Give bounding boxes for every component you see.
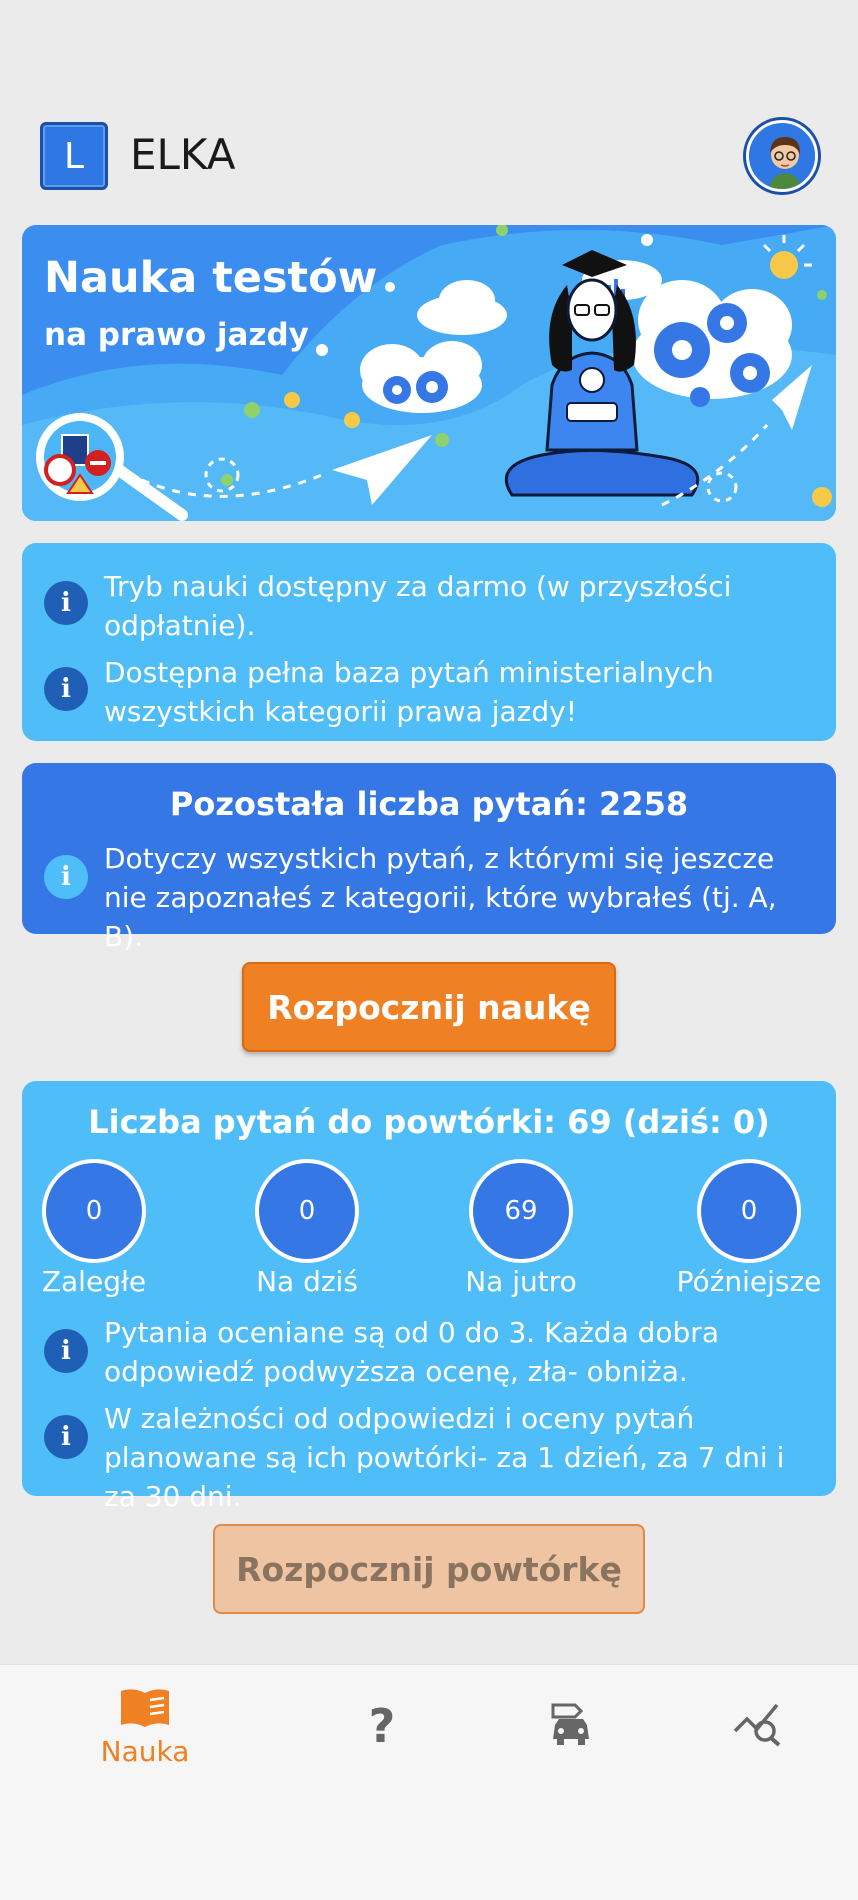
remaining-questions-card — [22, 763, 836, 953]
nav-item-questions[interactable] — [307, 1699, 457, 1809]
nav-item-learning[interactable] — [70, 1687, 220, 1797]
info-icon: i — [44, 1329, 88, 1373]
review-card — [22, 1081, 836, 1513]
review-count-title: Liczba pytań do powtórki: 69 (dziś: 0) — [88, 1103, 770, 1141]
later-label: Późniejsze — [676, 1265, 822, 1298]
today-count-circle: 0 — [255, 1159, 359, 1263]
car-icon — [549, 1701, 593, 1747]
hero-banner — [22, 225, 836, 521]
app-header — [0, 120, 858, 192]
bottom-navigation — [0, 1664, 858, 1900]
info-text: Tryb nauki dostępny za darmo (w przyszłości odpłatnie). — [104, 570, 732, 642]
remaining-questions-title: Pozostała liczba pytań: 2258 — [169, 785, 689, 823]
nav-label-learning: Nauka — [100, 1735, 190, 1768]
avatar-image — [749, 123, 818, 192]
start-learning-button[interactable]: Rozpocznij naukę — [242, 962, 616, 1052]
start-review-button[interactable]: Rozpocznij powtórkę — [213, 1524, 645, 1614]
info-text: W zależności od odpowiedzi i oceny pytań planowane są ich powtórki- za 1 dzień, za 7 dni i za 30 dni. — [104, 1402, 785, 1513]
info-icon: i — [44, 667, 88, 711]
overdue-count-circle: 0 — [42, 1159, 146, 1263]
banner-subtitle: na prawo jazdy — [44, 317, 309, 353]
info-text: Pytania oceniane są od 0 do 3. Każda dobra odpowiedź podwyższa ocenę, zła- obniża. — [104, 1316, 719, 1388]
question-icon: ? — [368, 1699, 396, 1753]
stats-search-icon — [733, 1701, 785, 1747]
avatar[interactable] — [746, 120, 818, 192]
info-card — [22, 543, 836, 741]
info-text: Dostępna pełna baza pytań ministerialnych wszystkich kategorii prawa jazdy! — [104, 656, 714, 728]
tomorrow-count-circle: 69 — [469, 1159, 573, 1263]
nav-item-exam[interactable] — [496, 1701, 646, 1811]
overdue-label: Zaległe — [41, 1265, 147, 1298]
info-text: Dotyczy wszystkich pytań, z którymi się jeszcze nie zapoznałeś z kategorii, które wybrałeś (tj. A, B). — [104, 842, 777, 953]
logo-l-icon: L — [40, 122, 108, 190]
today-label: Na dziś — [256, 1265, 358, 1298]
nav-item-stats[interactable] — [684, 1701, 834, 1811]
info-icon: i — [44, 581, 88, 625]
info-icon: i — [44, 855, 88, 899]
later-count-circle: 0 — [697, 1159, 801, 1263]
book-icon — [119, 1687, 171, 1729]
tomorrow-label: Na jutro — [465, 1265, 577, 1298]
banner-title: Nauka testów — [44, 253, 378, 303]
app-title: ELKA — [130, 130, 236, 179]
info-icon: i — [44, 1415, 88, 1459]
